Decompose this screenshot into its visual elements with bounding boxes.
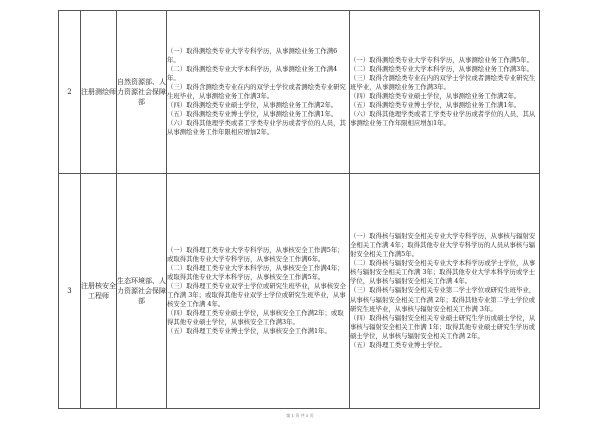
requirement-item: （三）取得含测绘类专业在内的双学士学位或者测绘类专业研究生班毕业，从事测绘业务工作满3年。	[167, 82, 346, 100]
requirement-item: （四）取得测绘类专业硕士学位，从事测绘业务工作满2年。	[350, 92, 521, 100]
requirement-item: （二）取得理工类专业大学本科学历，从事核安全工作满4年；或取得其他专业大学本科学历，从事核安全工作满5年。	[167, 263, 344, 281]
requirement-item: （五）取得理工类专业博士学位。	[350, 341, 446, 350]
requirement-item: （三）取得核与辐射安全相关专业第二学士学位或研究生班毕业，从事核与辐射安全相关工作满 2年；取得其他专业第二学士学位或研究生班毕业，从事核与辐射安全相关工作满 3年。	[350, 286, 536, 313]
requirement-item: （三）取得理工类专业双学士学位或研究生班毕业，从事核安全工作满 3年；或取得其他专业双学士学位或研究生班毕业，从事核安全工作满 4年。	[167, 281, 346, 309]
requirement-item: （四）取得测绘类专业硕士学位，从事测绘业务工作满2年。	[167, 101, 338, 110]
requirement-item: （四）取得核与辐射安全相关专业硕士研究生学历或硕士学位，从事核与辐射安全相关工作满 1年；取得其他专业硕士研究生学历或硕士学位，从事核与辐射安全相关工作满 2年。	[350, 313, 536, 340]
qualification-table	[58, 10, 540, 409]
row-number: 2	[59, 11, 81, 174]
page-footer: 第 1 页 共 5 页	[286, 413, 314, 418]
table-row	[59, 174, 540, 409]
requirement-item: （三）取得含测绘类专业在内的双学士学位或者测绘类专业研究生班毕业，从事测绘业务工作满3年。	[350, 73, 536, 91]
issuing-department: 自然资源部、人力资源社会保障部	[117, 11, 167, 174]
table-row	[59, 11, 540, 174]
requirement-item: （六）取得其他理学类或者工学类专业学历或者学位的人员，其从事测绘业务工作年限相应增加2年。	[167, 119, 346, 137]
requirement-item: （六）取得其他理学类或者工学类专业学历或者学位的人员，其从事测绘业务工作年限相应增加1年。	[350, 110, 536, 128]
requirement-item: （四）取得理工类专业硕士学位，从事核安全工作满2年；或取得其他专业硕士学位，从事核安全工作满3年。	[167, 309, 344, 327]
issuing-department: 生态环境部、人力资源社会保障部	[117, 174, 167, 409]
requirement-item: （五）取得测绘类专业博士学位，从事测绘业务工作满1年。	[350, 101, 521, 110]
requirement-item: （二）取得测绘类专业大学本科学历，从事测绘业务工作满3年。	[350, 64, 534, 73]
requirement-item: （二）取得核与辐射安全相关专业大学本科学历或学士学位，从事核与辐射安全相关工作满 3年；取得其他专业大学本科学历或学士学位，从事核与辐射安全相关工作满 4年。	[350, 259, 536, 286]
old-requirements	[167, 11, 350, 174]
requirement-item: （一）取得测绘类专业大学专科学历，从事测绘业务工作满5年。	[350, 55, 534, 64]
qualification-title: 注册核安全工程师	[81, 174, 117, 409]
old-requirements	[167, 174, 350, 409]
requirement-item: （一）取得测绘类专业大学专科学历，从事测绘业务工作满6年。	[167, 46, 338, 64]
requirement-item: （五）取得测绘类专业博士学位，从事测绘业务工作满1年。	[167, 110, 338, 119]
requirement-item: （一）取得核与辐射安全相关专业大学专科学历，从事核与辐射安全相关工作满 4年；取得其他专业大学专科学历的人员从事核与辐射安全相关工作满5年。	[350, 231, 536, 259]
qualification-title: 注册测绘师	[81, 11, 117, 174]
new-requirements	[350, 11, 540, 174]
requirement-item: （二）取得测绘类专业大学本科学历，从事测绘业务工作满4年。	[167, 64, 338, 82]
new-requirements	[350, 174, 540, 409]
requirement-item: （五）取得理工类专业博士学位，从事核安全工作满1年。	[167, 327, 331, 336]
row-number: 3	[59, 174, 81, 409]
requirement-item: （一）取得理工类专业大学专科学历，从事核安全工作满5年；或取得其他专业大学专科学历，从事核安全工作满6年。	[167, 245, 344, 263]
